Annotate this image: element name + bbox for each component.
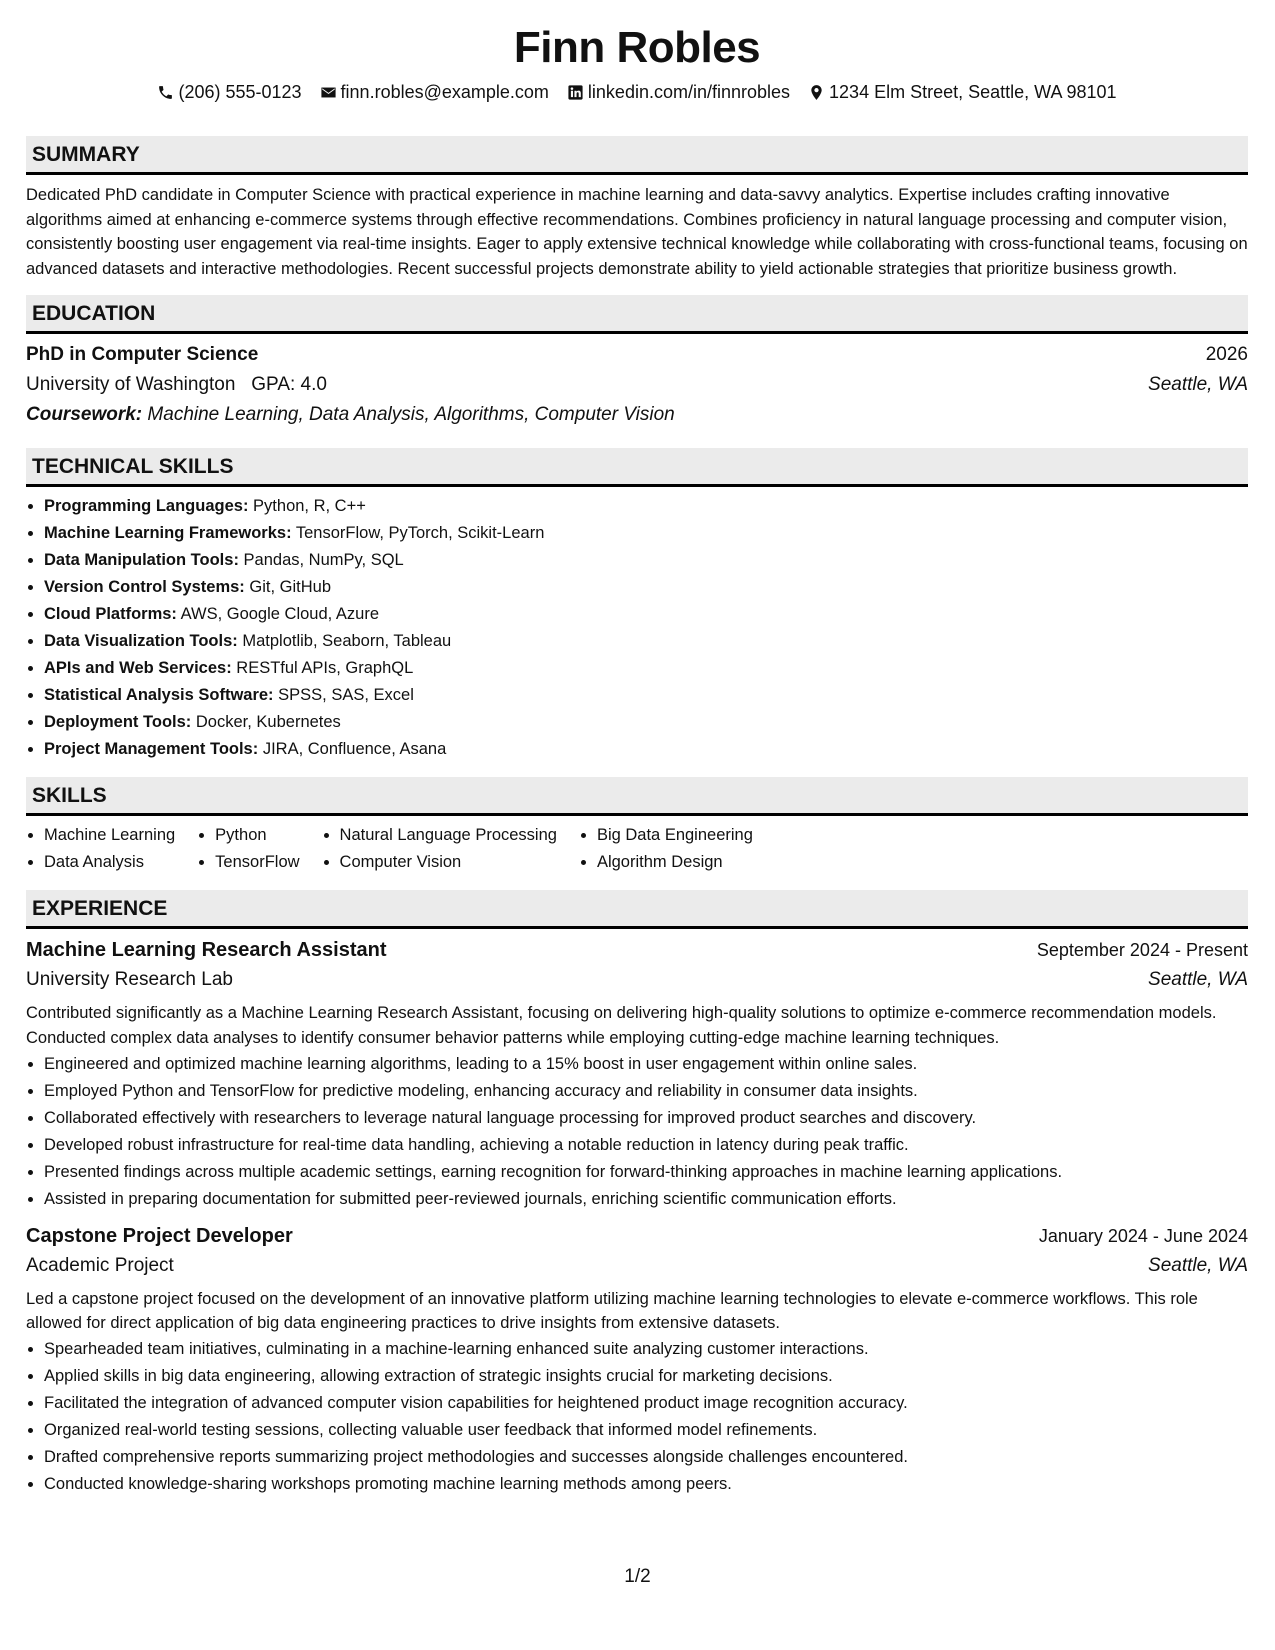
job-description: Contributed significantly as a Machine Learning Research Assistant, focusing on delivering high-quality solutions to optimize e-commerce recommendation models. Conducted complex data analyses to identify consumer behavior patterns while employing cutting-edge machine learning techniques. — [26, 1004, 1217, 1047]
skill-category: Project Management Tools: — [44, 740, 259, 759]
skills-column — [197, 822, 299, 876]
list-item: • Machine Learning — [44, 822, 175, 849]
skill-category: Machine Learning Frameworks: — [44, 524, 292, 543]
experience-entry — [26, 1221, 1248, 1498]
graduation-year: 2026 — [1205, 344, 1248, 366]
list-item: • Organized real-world testing sessions, collecting valuable user feedback that informed model refinements. — [44, 1417, 1248, 1444]
coursework-list: Machine Learning, Data Analysis, Algorithms, Computer Vision — [147, 404, 675, 426]
skills-column — [579, 822, 753, 876]
skills-column — [26, 822, 175, 876]
skill-values: JIRA, Confluence, Asana — [262, 740, 447, 759]
list-item: • Engineered and optimized machine learning algorithms, leading to a 15% boost in user engagement within online sales. — [44, 1051, 1248, 1078]
job-title: Machine Learning Research Assistant — [26, 939, 387, 962]
list-item: • Python — [215, 822, 299, 849]
contact-address-text: 1234 Elm Street, Seattle, WA 98101 — [829, 82, 1117, 102]
job-dates: January 2024 - June 2024 — [1038, 1225, 1248, 1246]
job-dates: September 2024 - Present — [1036, 940, 1248, 961]
skill-values: Matplotlib, Seaborn, Tableau — [242, 632, 452, 651]
list-item: • Natural Language Processing — [340, 822, 557, 849]
school-name: University of Washington — [26, 374, 236, 396]
skill-values: AWS, Google Cloud, Azure — [180, 605, 380, 624]
skill-values: Python, R, C++ — [253, 497, 366, 516]
job-location: Seattle, WA — [1148, 969, 1248, 991]
list-item: • Algorithm Design — [597, 849, 753, 876]
degree-title: PhD in Computer Science — [26, 344, 259, 366]
skill-values: RESTful APIs, GraphQL — [236, 659, 414, 678]
phone-icon — [157, 84, 174, 101]
job-location: Seattle, WA — [1148, 1254, 1248, 1276]
list-item: • Employed Python and TensorFlow for predictive modeling, enhancing accuracy and reliability in consumer data insights. — [44, 1078, 1248, 1105]
experience-entry — [26, 935, 1248, 1212]
list-item: • Applied skills in big data engineering, allowing extraction of strategic insights crucial for marketing decisions. — [44, 1363, 1248, 1390]
list-item — [44, 736, 1248, 763]
list-item: • Big Data Engineering — [597, 822, 753, 849]
job-bullets — [26, 1336, 1248, 1498]
skill-category: APIs and Web Services: — [44, 659, 232, 678]
list-item: • Conducted knowledge-sharing workshops promoting machine learning methods among peers. — [44, 1471, 1248, 1498]
technical-skills-heading: TECHNICAL SKILLS — [26, 448, 1248, 487]
list-item: • Facilitated the integration of advanced computer vision capabilities for heightened product image recognition accuracy. — [44, 1390, 1248, 1417]
list-item: • Spearheaded team initiatives, culminating in a machine-learning enhanced suite analyzing customer interactions. — [44, 1336, 1248, 1363]
contact-bar — [26, 80, 1248, 104]
technical-skills-list — [26, 493, 1248, 763]
job-organization: University Research Lab — [26, 969, 233, 991]
list-item: • Developed robust infrastructure for real-time data handling, achieving a notable reduction in latency during peak traffic. — [44, 1132, 1248, 1159]
list-item: • Drafted comprehensive reports summarizing project methodologies and successes alongside challenges encountered. — [44, 1444, 1248, 1471]
skill-category: Data Visualization Tools: — [44, 632, 238, 651]
skill-category: Version Control Systems: — [44, 578, 245, 597]
coursework-label: Coursework: — [26, 404, 143, 426]
list-item: • Assisted in preparing documentation for submitted peer-reviewed journals, enriching scientific communication efforts. — [44, 1186, 1248, 1213]
candidate-name: Finn Robles — [513, 23, 761, 72]
skill-category: Cloud Platforms: — [44, 605, 177, 624]
skills-column — [322, 822, 557, 876]
list-item — [44, 520, 1248, 547]
education-heading: EDUCATION — [26, 295, 1248, 334]
skill-values: Pandas, NumPy, SQL — [243, 551, 404, 570]
location-pin-icon — [808, 84, 825, 101]
page-number: 1/2 — [624, 1566, 651, 1587]
job-bullets — [26, 1051, 1248, 1213]
contact-linkedin-text[interactable]: linkedin.com/in/finnrobles — [587, 82, 791, 102]
list-item — [44, 601, 1248, 628]
job-title: Capstone Project Developer — [26, 1224, 293, 1247]
experience-heading: EXPERIENCE — [26, 890, 1248, 929]
contact-phone — [157, 80, 301, 104]
skill-values: TensorFlow, PyTorch, Scikit-Learn — [295, 524, 545, 543]
list-item — [44, 655, 1248, 682]
list-item — [44, 682, 1248, 709]
contact-email-text[interactable]: finn.robles@example.com — [340, 82, 549, 102]
list-item — [44, 574, 1248, 601]
skill-values: Git, GitHub — [249, 578, 332, 597]
skill-category: Statistical Analysis Software: — [44, 686, 274, 705]
summary-heading: SUMMARY — [26, 136, 1248, 175]
skills-grid — [26, 822, 1248, 876]
job-description: Led a capstone project focused on the development of an innovative platform utilizing machine learning technologies to elevate e-commerce workflows. This role allowed for direct application of big data engineering practices to drive insights from extensive datasets. — [26, 1289, 1198, 1333]
skill-values: Docker, Kubernetes — [195, 713, 341, 732]
resume-page — [26, 20, 1248, 1498]
list-item: • Presented findings across multiple academic settings, earning recognition for forward-thinking approaches in machine learning applications. — [44, 1159, 1248, 1186]
contact-phone-text: (206) 555-0123 — [178, 82, 302, 102]
linkedin-icon — [567, 84, 584, 101]
gpa: GPA: 4.0 — [251, 374, 327, 396]
school-line — [26, 370, 327, 400]
coursework-line — [26, 400, 1248, 430]
skill-category: Programming Languages: — [44, 497, 249, 516]
list-item — [44, 547, 1248, 574]
list-item: • TensorFlow — [215, 849, 299, 876]
list-item — [44, 709, 1248, 736]
list-item: • Data Analysis — [44, 849, 175, 876]
list-item: • Computer Vision — [340, 849, 557, 876]
school-location: Seattle, WA — [1148, 374, 1248, 396]
skill-values: SPSS, SAS, Excel — [278, 686, 414, 705]
skill-category: Data Manipulation Tools: — [44, 551, 239, 570]
list-item — [44, 493, 1248, 520]
contact-address — [808, 80, 1117, 104]
email-icon — [320, 84, 337, 101]
skill-category: Deployment Tools: — [44, 713, 192, 732]
list-item — [44, 628, 1248, 655]
contact-email[interactable] — [320, 80, 549, 104]
skills-heading: SKILLS — [26, 777, 1248, 816]
education-entry — [26, 340, 1248, 430]
summary-text: Dedicated PhD candidate in Computer Science with practical experience in machine learning and data-savvy analytics. Expertise includes crafting innovative algorithms aimed at enhancing e-commerce systems through effective recommendations. Combines proficiency in natural language processing and computer vision, consistently boosting user engagement via real-time insights. Eager to apply extensive technical knowledge while collaborating with cross-functional teams, focusing on advanced datasets and interactive methodologies. Recent successful projects demonstrate ability to yield actionable strategies that prioritize business growth. — [26, 186, 1248, 278]
contact-linkedin[interactable] — [567, 80, 790, 104]
job-organization: Academic Project — [26, 1254, 174, 1276]
list-item: • Collaborated effectively with researchers to leverage natural language processing for improved product searches and discovery. — [44, 1105, 1248, 1132]
